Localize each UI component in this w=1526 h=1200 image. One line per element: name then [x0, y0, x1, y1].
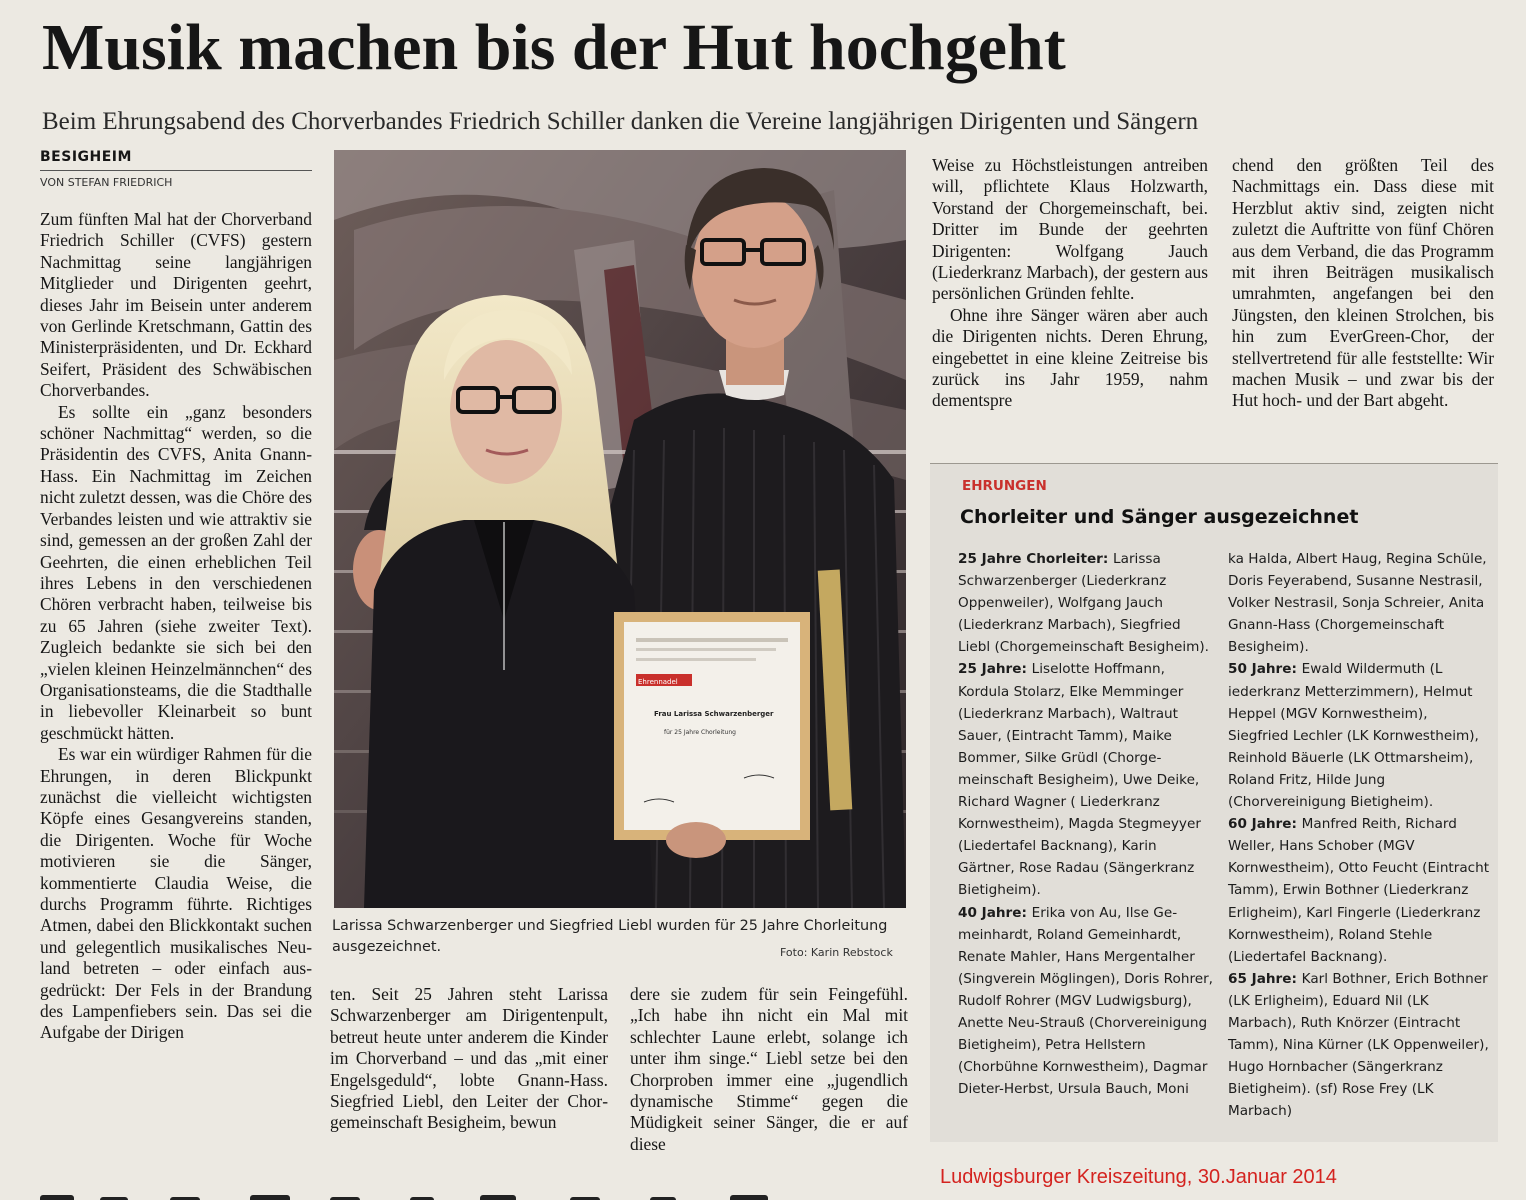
sidebar-column-2	[1228, 548, 1490, 1122]
headline: Musik machen bis der Hut hochgeht	[42, 11, 1066, 84]
certificate-reason: für 25 Jahre Chorleitung	[664, 729, 736, 736]
paragraph: chend den größten Teil des Nachmittags ein. Dass diese mit Herzblut aktiv sind, zeigten nicht zuletzt die Auftritte von fünf Chören aus dem Verband, die das Programm mit ihren Beiträgen musikalisch umrahmten, angefangen bei den Jüngsten, den kleinen Strolchen, bis hin zum EverGreen-Chor, der stellvertretend für alle feststellte: Wir machen Musik – und zwar bis der Hut hoch- und der Bart abgeht.	[1232, 155, 1494, 411]
sidebar-label: EHRUNGEN	[962, 478, 1047, 494]
paragraph: Ohne ihre Sänger wären aber auch die Dirigenten nichts. Deren Ehrung, eingebettet in eine kleine Zeitreise bis zurück ins Jahr 1959, nahm dementspre	[932, 304, 1208, 411]
article-column-2	[932, 155, 1208, 445]
honor-label: 50 Jahre	[1228, 661, 1292, 678]
photo-credit: Foto: Karin Rebstock	[780, 946, 893, 959]
paragraph: Weise zu Höchstleistungen antreiben will, pflichtete Klaus Holzwarth, Vorstand der Chorgemeinschaft, bei. Dritter im Bunde der geehrten Dirigenten: Wolfgang Jauch (Liederkranz Marbach), der gestern aus persönlichen Gründen fehlte.	[932, 155, 1208, 304]
honor-entry: 50 Jahre: Ewald Wildermuth (L iederkranz Metterzimmern), Helmut Heppel (MGV Kornwestheim), Siegfried Lechler (LK Kornwestheim), Reinhold Bäuerle (LK Ottmarsheim), Roland Fritz, Hilde Jung (Chorvereinigung Bietigheim).	[1228, 661, 1479, 811]
article-column-5	[630, 984, 908, 1164]
paragraph: Es sollte ein „ganz besonders schöner Nachmittag“ werden, so die Präsidentin des CVFS, Anita Gnann-Hass. Ein Nachmittag im Zeichen nicht zuletzt dessen, was die Chöre des Verbandes leisten und wie attraktiv sie sind, gemessen an der großen Zahl der Geehrten, die einen erheblichen Teil ihres Lebens in den verschiedenen Chören verbracht haben, teilweise bis zu 65 Jahren (siehe zweiter Text). Zugleich bedankte sie sich bei den „vielen kleinen Heinzelmännchen“ des Organisationsteams, die die Stadthalle in liebevoller Kleinarbeit so bunt geschmückt hätten.	[40, 401, 312, 743]
honor-entry: 40 Jahre: Erika von Au, Ilse Gemeinhardt, Roland Gemeinhardt, Renate Mahler, Hans Mergentalher (Singverein Möglingen), Doris Rohrer, Rudolf Rohrer (MGV Ludwigsburg), Anette Neu-Strauß (Chorvereinigung Bietigheim), Petra Hellstern (Chorbühne Kornwestheim), Dagmar Dieter-Herbst, Ursula Bauch, Moni	[958, 904, 1214, 1098]
honor-names: Manfred Reith, Richard Weller, Hans Schober (MGV Kornwestheim), Otto Feucht (Eintracht Tamm), Erwin Bothner (Liederkranz Erligheim), Karl Fingerle (Liederkranz Kornwestheim), Roland Stehle (Liedertafel Backnang).	[1228, 816, 1490, 965]
honor-names: Larissa Schwarzenberger (Liederkranz Oppenweiler), Wolfgang Jauch (Liederkranz Marbach), Siegfried Liebl (Chorgemeinschaft Besigheim).	[958, 551, 1210, 656]
article-column-4	[330, 984, 608, 1164]
honor-names-continued: ka Halda, Albert Haug, Regina Schüle, Doris Feyerabend, Susanne Nestrasil, Volker Nestrasil, Sonja Schreier, Anita Gnann-Hass (Chorgemeinschaft Besigheim).	[1228, 551, 1487, 656]
honor-entry: 60 Jahre: Manfred Reith, Richard Weller, Hans Schober (MGV Kornwestheim), Otto Feucht (Eintracht Tamm), Erwin Bothner (Liederkranz Erligheim), Karl Fingerle (Liederkranz Kornwestheim), Roland Stehle (Liedertafel Backnang).	[1228, 816, 1490, 965]
byline: VON STEFAN FRIEDRICH	[40, 176, 173, 189]
dateline: BESIGHEIM	[40, 149, 132, 165]
certificate-title: Ehrennadel	[638, 678, 678, 686]
article-column-1	[40, 209, 312, 1161]
honor-label: 40 Jahre	[958, 904, 1022, 921]
article-column-3	[1232, 155, 1494, 445]
photo-illustration	[334, 150, 906, 908]
honor-label: 60 Jahre	[1228, 816, 1292, 833]
source-note: Ludwigsburger Kreiszeitung, 30.Januar 2014	[940, 1166, 1337, 1188]
honor-entry: 65 Jahre: Karl Bothner, Erich Bothner (LK Erligheim), Eduard Nil (LK Marbach), Ruth Knörzer (Eintracht Tamm), Nina Kürner (LK Oppenweiler), Hugo Hornbacher (Sängerkranz Bietigheim). (sf) Rose Frey (LK Marbach)	[1228, 970, 1489, 1120]
honor-entry: 25 Jahre Chorleiter: Larissa Schwarzenberger (Liederkranz Oppenweiler), Wolfgang Jauch (Liederkranz Marbach), Siegfried Liebl (Chorgemeinschaft Besigheim).	[958, 551, 1210, 656]
sidebar-title: Chorleiter und Sänger ausgezeichnet	[960, 506, 1359, 528]
photo-caption: Larissa Schwarzenberger und Siegfried Liebl wurden für 25 Jahre Chorleitung ausgezeichnet.	[332, 918, 888, 955]
honor-label: 25 Jahre	[958, 661, 1022, 678]
honor-names: Liselotte Hoffmann, Kordula Stolarz, Elke Memminger (Liederkranz Marbach), Waltraut Sauer, (Eintracht Tamm), Maike Bommer, Silke Grüdl (Chorgemeinschaft Besigheim), Uwe Deike, Richard Wagner ( Liederkranz Kornwestheim), Magda Stegmeyyer (Liedertafel Backnang), Karin Gärtner, Rose Radau (Sängerkranz Bietigheim).	[958, 661, 1201, 899]
paragraph: dere sie zudem für sein Feingefühl. „Ich habe ihn nicht ein Mal mit schlechter Laune erlebt, solange ich unter ihm singe.“ Liebl setze bei den Chorproben immer eine „jugendlich dynamische Stimme“ gegen die Müdigkeit seiner Sänger, die er auf diese	[630, 984, 908, 1154]
honor-label: 65 Jahre	[1228, 970, 1292, 987]
certificate-recipient: Frau Larissa Schwarzenberger	[654, 710, 774, 718]
paragraph: Zum fünften Mal hat der Chorverband Friedrich Schiller (CVFS) gestern Nachmittag seine langjährigen Mitglieder und Dirigenten geehrt, dieses Jahr im Beisein unter anderem von Gerlinde Kretschmann, Gattin des Ministerpräsidenten, und Dr. Eckhard Seifert, Präsident des Schwäbischen Chorverbandes.	[40, 209, 312, 401]
paragraph: ten. Seit 25 Jahren steht Larissa Schwarzenberger am Dirigentenpult, betreut heute unter anderem die Kinder im Chorverband – und das „mit einer Engelsgeduld“, lobte Gnann-Hass. Siegfried Liebl, den Leiter der Chorgemeinschaft Besigheim, bewun	[330, 984, 608, 1133]
article-photo	[334, 150, 906, 908]
honor-entry: 25 Jahre: Liselotte Hoffmann, Kordula Stolarz, Elke Memminger (Liederkranz Marbach), Waltraut Sauer, (Eintracht Tamm), Maike Bommer, Silke Grüdl (Chorgemeinschaft Besigheim), Uwe Deike, Richard Wagner ( Liederkranz Kornwestheim), Magda Stegmeyyer (Liedertafel Backnang), Karin Gärtner, Rose Radau (Sängerkranz Bietigheim).	[958, 661, 1201, 899]
next-article-cutoff	[30, 1188, 930, 1200]
dateline-divider	[40, 170, 312, 171]
honor-names: Erika von Au, Ilse Gemeinhardt, Roland Gemeinhardt, Renate Mahler, Hans Mergentalher (Singverein Möglingen), Doris Rohrer, Rudolf Rohrer (MGV Ludwigsburg), Anette Neu-Strauß (Chorvereinigung Bietigheim), Petra Hellstern (Chorbühne Kornwestheim), Dagmar Dieter-Herbst, Ursula Bauch, Moni	[958, 904, 1214, 1098]
subheadline: Beim Ehrungsabend des Chorverbandes Friedrich Schiller danken die Vereine langjährigen Dirigenten und Sängern	[42, 108, 1199, 135]
paragraph: Es war ein würdiger Rahmen für die Ehrungen, in deren Blickpunkt zunächst die vielleicht wichtigsten Köpfe eines Gesangvereins standen, die Dirigenten. Woche für Woche motivieren sie die Sänger, kommentierte Claudia Weise, die durchs Programm führte. Richtiges Atmen, dabei den Blickkontakt suchen und gelegentlich musikalisches Neuland betreten – oder einfach ausgedrückt: Der Fels in der Brandung des Lampenfiebers sein. Das sei die Aufgabe der Dirigen	[40, 744, 312, 1043]
honor-names: Ewald Wildermuth (L iederkranz Metterzimmern), Helmut Heppel (MGV Kornwestheim), Siegfried Lechler (LK Kornwestheim), Reinhold Bäuerle (LK Ottmarsheim), Roland Fritz, Hilde Jung (Chorvereinigung Bietigheim).	[1228, 661, 1479, 811]
honor-label: 25 Jahre Chorleiter	[958, 551, 1103, 567]
sidebar-column-1	[958, 548, 1216, 1100]
honor-names: Karl Bothner, Erich Bothner (LK Erligheim), Eduard Nil (LK Marbach), Ruth Knörzer (Eintracht Tamm), Nina Kürner (LK Oppenweiler), Hugo Hornbacher (Sängerkranz Bietigheim). (sf) Rose Frey (LK Marbach)	[1228, 970, 1489, 1120]
